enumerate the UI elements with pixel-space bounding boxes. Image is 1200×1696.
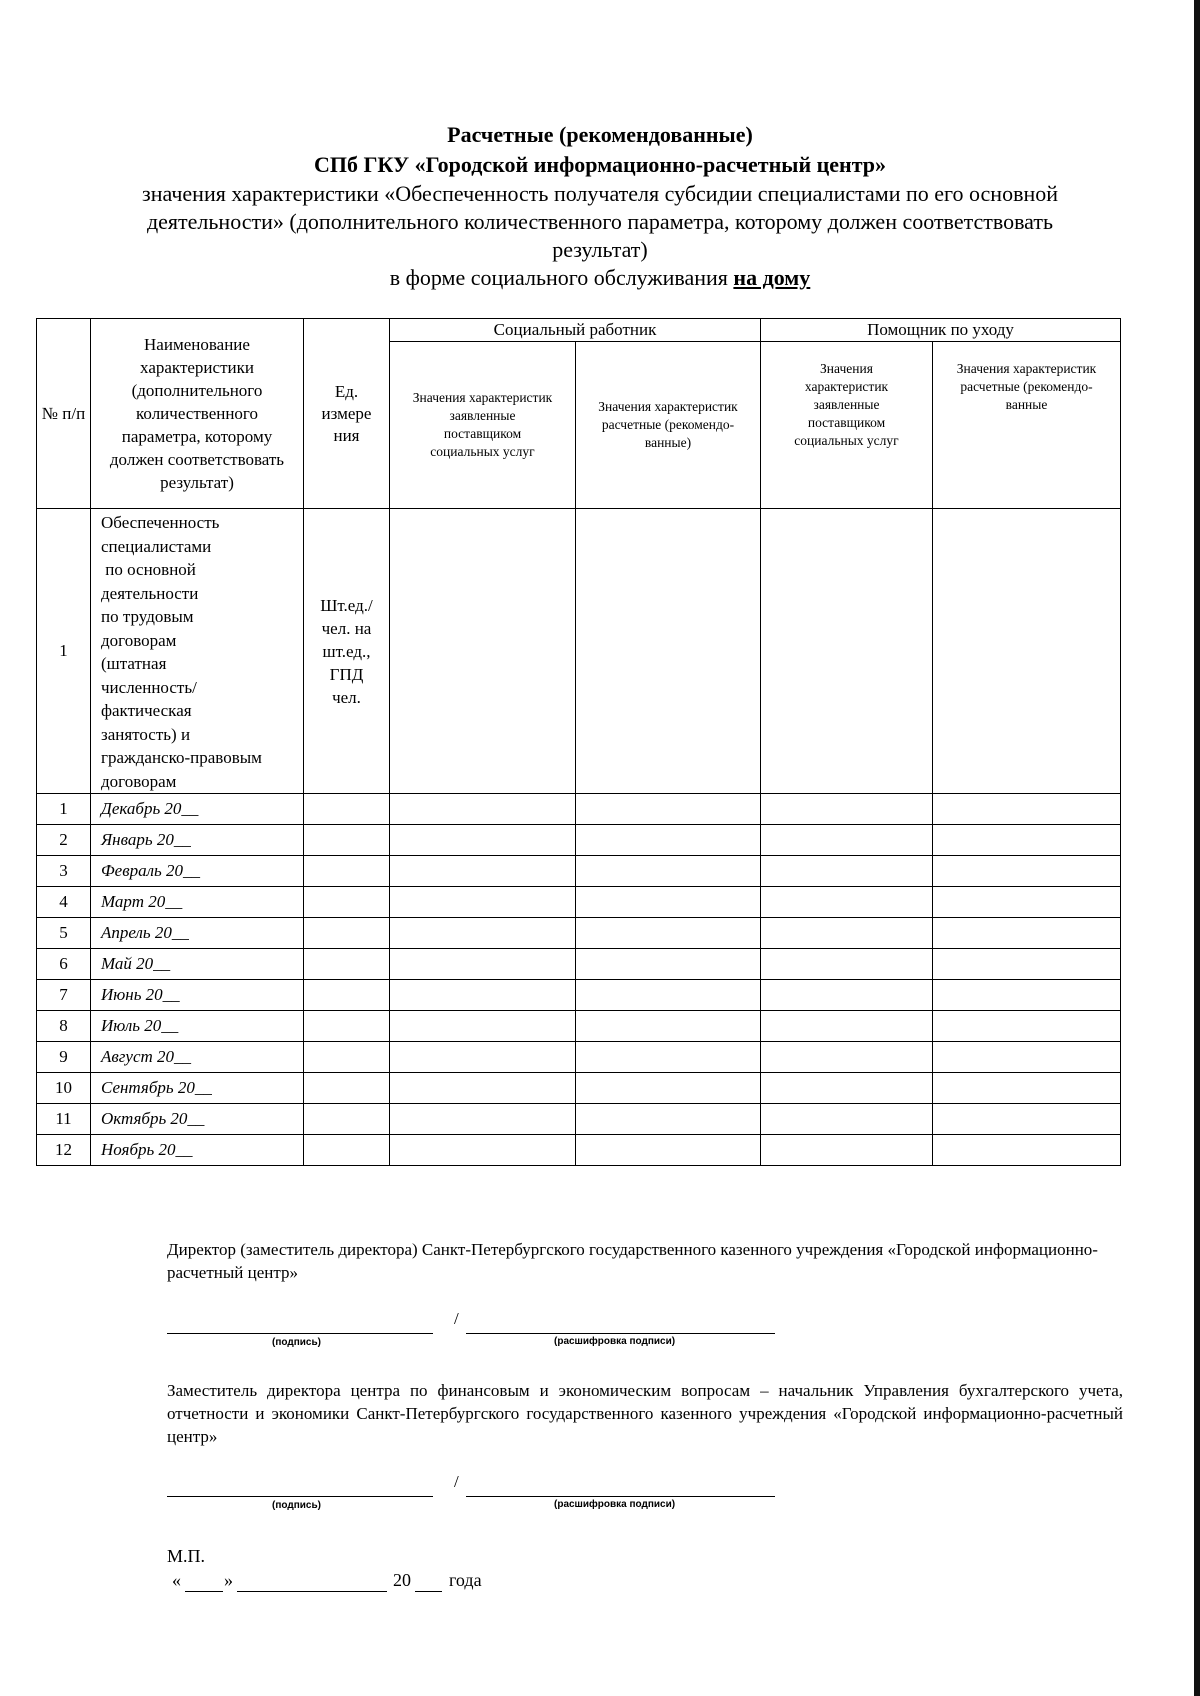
cell-input[interactable] [933, 980, 1121, 1011]
row1-name-line: фактическая [101, 701, 192, 720]
month-row-num: 8 [37, 1011, 91, 1042]
header-group-social-worker: Социальный работник [390, 319, 761, 342]
cell-input[interactable] [933, 1135, 1121, 1166]
cell-input[interactable] [390, 1011, 576, 1042]
row1-name-line: Обеспеченность [101, 513, 220, 532]
cell-input[interactable] [390, 1104, 576, 1135]
cell-input[interactable] [761, 794, 933, 825]
row1-name-line: деятельности [101, 583, 199, 603]
month-row-num: 12 [37, 1135, 91, 1166]
header-declared-social: Значения характеристик заявленные поставщиком социальных услуг [390, 342, 576, 509]
deputy-title: Заместитель директора центра по финансовым и экономическим вопросам – начальник Управления бухгалтерского учета, отчетности и экономики Санкт-Петербургского государственного казенного учреждения «Городской информационно-расчетный центр» [167, 1381, 1123, 1446]
cell-input[interactable] [390, 509, 576, 794]
director-decode-line [466, 1333, 775, 1334]
deputy-decode-label: (расшифровка подписи) [554, 1499, 676, 1510]
cell-input[interactable] [933, 918, 1121, 949]
row1-name-line: численность/ [101, 677, 197, 697]
table-row [37, 825, 1121, 856]
cell-input[interactable] [304, 980, 390, 1011]
date-year-suffix: года [449, 1570, 482, 1590]
month-row-name: Июль 20__ [91, 1011, 304, 1042]
cell-input[interactable] [304, 1135, 390, 1166]
cell-input[interactable] [576, 887, 761, 918]
cell-input[interactable] [576, 949, 761, 980]
header-name: Наименование характеристики (дополнительного количественного параметра, которому должен соответствовать результат) [91, 319, 304, 509]
cell-input[interactable] [390, 980, 576, 1011]
cell-input[interactable] [933, 1104, 1121, 1135]
row1-num: 1 [37, 509, 91, 794]
cell-input[interactable] [576, 1042, 761, 1073]
cell-input[interactable] [761, 825, 933, 856]
cell-input[interactable] [576, 856, 761, 887]
deputy-sign-line [167, 1496, 433, 1497]
cell-input[interactable] [761, 1104, 933, 1135]
month-row-num: 7 [37, 980, 91, 1011]
month-row-name: Ноябрь 20__ [91, 1135, 304, 1166]
month-row-num: 5 [37, 918, 91, 949]
characteristics-table [36, 318, 1121, 1166]
cell-input[interactable] [933, 1011, 1121, 1042]
table-row [37, 1073, 1121, 1104]
title-line-1: Расчетные (рекомендованные) [447, 122, 753, 147]
title-line-3: значения характеристики «Обеспеченность получателя субсидии специалистами по его основной деятельности» (дополнительного количественного параметра, которому должен соответствовать результат) [142, 181, 1058, 262]
cell-input[interactable] [761, 980, 933, 1011]
month-row-name: Январь 20__ [91, 825, 304, 856]
month-row-name: Май 20__ [91, 949, 304, 980]
director-decode-label: (расшифровка подписи) [554, 1336, 676, 1347]
deputy-slash: / [454, 1472, 459, 1491]
row1-name-line: (штатная [101, 654, 167, 673]
cell-input[interactable] [576, 918, 761, 949]
row1-name-line: специалистами [101, 536, 212, 556]
cell-input[interactable] [576, 825, 761, 856]
month-row-num: 11 [37, 1104, 91, 1135]
month-row-name: Октябрь 20__ [91, 1104, 304, 1135]
table-row [37, 949, 1121, 980]
header-declared-helper: Значения характеристик заявленные поставщиком социальных услуг [761, 342, 933, 509]
cell-input[interactable] [304, 1011, 390, 1042]
table-row [37, 856, 1121, 887]
cell-input[interactable] [933, 856, 1121, 887]
row1-name-line: по основной [101, 560, 196, 579]
deputy-sign-label: (подпись) [272, 1500, 321, 1511]
month-row-name: Июнь 20__ [91, 980, 304, 1011]
month-row-num: 9 [37, 1042, 91, 1073]
cell-input[interactable] [933, 1073, 1121, 1104]
cell-input[interactable] [933, 1042, 1121, 1073]
cell-input[interactable] [390, 918, 576, 949]
month-row-num: 1 [37, 794, 91, 825]
title-line-4-emphasis: на дому [733, 265, 811, 290]
cell-input[interactable] [390, 794, 576, 825]
month-row-num: 3 [37, 856, 91, 887]
title-line-4 [0, 264, 1200, 292]
date-month-line[interactable] [237, 1591, 387, 1592]
table-row [37, 509, 1121, 794]
row1-unit-line: чел. [332, 687, 361, 707]
cell-input[interactable] [390, 949, 576, 980]
table-row [37, 980, 1121, 1011]
cell-input[interactable] [576, 1104, 761, 1135]
table-row [37, 918, 1121, 949]
month-row-num: 10 [37, 1073, 91, 1104]
table-row [37, 1011, 1121, 1042]
row1-name-line: занятость) и [101, 724, 191, 744]
cell-input[interactable] [933, 825, 1121, 856]
cell-input[interactable] [576, 1073, 761, 1104]
row1-unit-line: Шт.ед./ [320, 595, 373, 615]
director-sign-line [167, 1333, 433, 1334]
cell-input[interactable] [304, 856, 390, 887]
cell-input[interactable] [304, 918, 390, 949]
cell-input[interactable] [304, 1104, 390, 1135]
date-year-line[interactable] [415, 1591, 442, 1592]
cell-input[interactable] [933, 794, 1121, 825]
cell-input[interactable] [576, 1135, 761, 1166]
date-year-prefix: 20 [393, 1570, 411, 1590]
cell-input[interactable] [304, 887, 390, 918]
row1-unit-line: шт.ед., [322, 641, 371, 661]
director-sign-label: (подпись) [272, 1337, 321, 1348]
header-calc-social: Значения характеристик расчетные (рекомендо-ванные) [576, 342, 761, 509]
row1-name-line: гражданско-правовым [101, 748, 262, 767]
cell-input[interactable] [761, 1011, 933, 1042]
cell-input[interactable] [761, 509, 933, 794]
row1-name-line: договорам [101, 630, 177, 650]
cell-input[interactable] [390, 1073, 576, 1104]
director-slash: / [454, 1309, 459, 1328]
month-row-name: Сентябрь 20__ [91, 1073, 304, 1104]
stamp-place: М.П. [167, 1546, 206, 1566]
cell-input[interactable] [761, 856, 933, 887]
header-calc-helper: Значения характеристик расчетные (рекомендо-ванные [933, 342, 1121, 509]
cell-input[interactable] [576, 980, 761, 1011]
row1-unit [304, 509, 390, 794]
row1-unit-line: чел. на [321, 618, 372, 638]
cell-input[interactable] [390, 825, 576, 856]
cell-input[interactable] [576, 509, 761, 794]
cell-input[interactable] [304, 825, 390, 856]
cell-input[interactable] [761, 949, 933, 980]
title-line-4-prefix: в форме социального обслуживания [389, 265, 734, 290]
cell-input[interactable] [761, 1073, 933, 1104]
director-title: Директор (заместитель директора) Санкт-Петербургского государственного казенного учреждения «Городской информационно-расчетный центр» [167, 1240, 1098, 1282]
month-row-name: Март 20__ [91, 887, 304, 918]
cell-input[interactable] [933, 949, 1121, 980]
cell-input[interactable] [304, 1042, 390, 1073]
row1-unit-line: ГПД [329, 664, 364, 684]
table-row [37, 1042, 1121, 1073]
month-row-name: Декабрь 20__ [91, 794, 304, 825]
cell-input[interactable] [761, 1135, 933, 1166]
cell-input[interactable] [304, 949, 390, 980]
cell-input[interactable] [390, 856, 576, 887]
month-row-name: Февраль 20__ [91, 856, 304, 887]
row1-name-line: договорам [101, 771, 177, 791]
date-open-quote: « [172, 1570, 181, 1590]
header-group-care-helper: Помощник по уходу [761, 319, 1121, 342]
cell-input[interactable] [390, 1135, 576, 1166]
table-row [37, 1104, 1121, 1135]
month-row-name: Апрель 20__ [91, 918, 304, 949]
date-close-quote: » [224, 1570, 233, 1590]
cell-input[interactable] [761, 1042, 933, 1073]
cell-input[interactable] [761, 918, 933, 949]
cell-input[interactable] [576, 1011, 761, 1042]
table-row [37, 1135, 1121, 1166]
cell-input[interactable] [933, 887, 1121, 918]
header-num: № п/п [37, 319, 91, 509]
cell-input[interactable] [304, 1073, 390, 1104]
cell-input[interactable] [576, 794, 761, 825]
table-row [37, 794, 1121, 825]
cell-input[interactable] [761, 887, 933, 918]
row1-name-line: по трудовым [101, 607, 194, 626]
cell-input[interactable] [390, 1042, 576, 1073]
month-row-num: 4 [37, 887, 91, 918]
table-row [37, 887, 1121, 918]
cell-input[interactable] [390, 887, 576, 918]
month-row-name: Август 20__ [91, 1042, 304, 1073]
month-row-num: 2 [37, 825, 91, 856]
cell-input[interactable] [304, 794, 390, 825]
title-line-2: СПб ГКУ «Городской информационно-расчетный центр» [313, 152, 887, 177]
document-title [0, 120, 1200, 292]
month-row-num: 6 [37, 949, 91, 980]
row1-name [91, 509, 304, 794]
deputy-decode-line [466, 1496, 775, 1497]
cell-input[interactable] [933, 509, 1121, 794]
date-day-line[interactable] [185, 1591, 223, 1592]
header-unit: Ед. измере ния [304, 319, 390, 509]
